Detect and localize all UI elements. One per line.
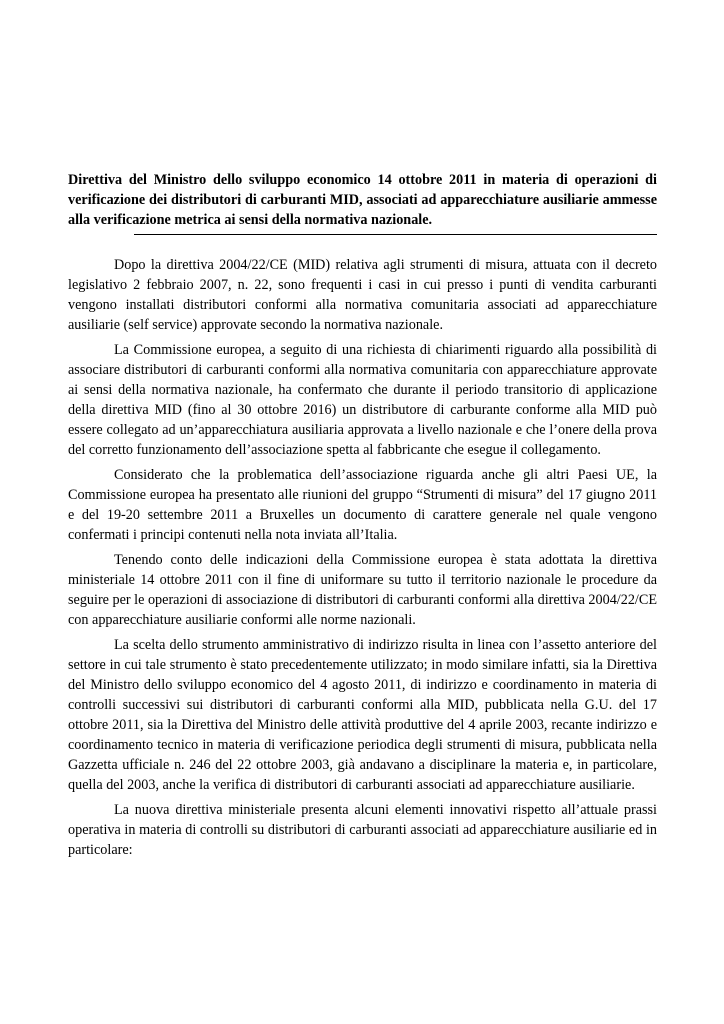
title-underline-divider bbox=[134, 234, 657, 235]
paragraph-administrative-choice: La scelta dello strumento amministrativo di indirizzo risulta in linea con l’assetto anteriore del settore in cui tale strumento è stato precedentemente utilizzato; in modo similare infatti, sia la Direttiva del Ministro dello sviluppo economico del 4 agosto 2011, di indirizzo e coordinamento in materia di controlli successivi sui distributori di carburanti conformi alla MID, pubblicata nella G.U. del 17 ottobre 2011, sia la Direttiva del Ministro delle attività produttive del 4 aprile 2003, recante indirizzo e coordinamento tecnico in materia di verificazione periodica degli strumenti di misura, pubblicata nella Gazzetta ufficiale n. 246 del 22 ottobre 2003, già andavano a disciplinare la materia e, in particolare, quella del 2003, anche la verifica di distributori di carburanti associati ad apparecchiature ausiliarie. bbox=[68, 637, 657, 793]
paragraph-new-directive: La nuova direttiva ministeriale presenta alcuni elementi innovativi rispetto all’attuale prassi operativa in materia di controlli su distributori di carburanti associati ad apparecchiature ausiliarie ed in particolare: bbox=[68, 802, 657, 858]
paragraph-eu-countries: Considerato che la problematica dell’associazione riguarda anche gli altri Paesi UE, la Commissione europea ha presentato alle riunioni del gruppo “Strumenti di misura” del 17 giugno 2011 e del 19-20 settembre 2011 a Bruxelles un documento di carattere generale nel quale vengono confermati i principi contenuti nella nota inviata all’Italia. bbox=[68, 467, 657, 543]
document-body bbox=[68, 255, 657, 860]
paragraph-european-commission: La Commissione europea, a seguito di una richiesta di chiarimenti riguardo alla possibilità di associare distributori di carburanti conformi alla normativa comunitaria con apparecchiature approvate ai sensi della normativa nazionale, ha confermato che durante il periodo transitorio di applicazione della direttiva MID (fino al 30 ottobre 2016) un distributore di carburante conforme alla MID può essere collegato ad un’apparecchiatura ausiliaria approvata a livello nazionale e che l’onere della prova del corretto funzionamento dell’associazione spetta al fabbricante che esegue il collegamento. bbox=[68, 342, 657, 458]
document-title: Direttiva del Ministro dello sviluppo economico 14 ottobre 2011 in materia di operazioni di verificazione dei distributori di carburanti MID, associati ad apparecchiature ausiliarie ammesse alla verificazione metrica ai sensi della normativa nazionale. bbox=[68, 172, 657, 228]
paragraph-mid-directive: Dopo la direttiva 2004/22/CE (MID) relativa agli strumenti di misura, attuata con il decreto legislativo 2 febbraio 2007, n. 22, sono frequenti i casi in cui presso i punti di vendita carburanti vengono installati distributori conformi alla normativa comunitaria associati ad apparecchiature ausiliarie (self service) approvate secondo la normativa nazionale. bbox=[68, 257, 657, 333]
paragraph-ministerial-directive: Tenendo conto delle indicazioni della Commissione europea è stata adottata la direttiva ministeriale 14 ottobre 2011 con il fine di uniformare su tutto il territorio nazionale le procedure da seguire per le operazioni di associazione di distributori di carburanti conformi alla direttiva 2004/22/CE con apparecchiature ausiliarie conformi alle norme nazionali. bbox=[68, 552, 657, 628]
document-page bbox=[68, 170, 657, 865]
